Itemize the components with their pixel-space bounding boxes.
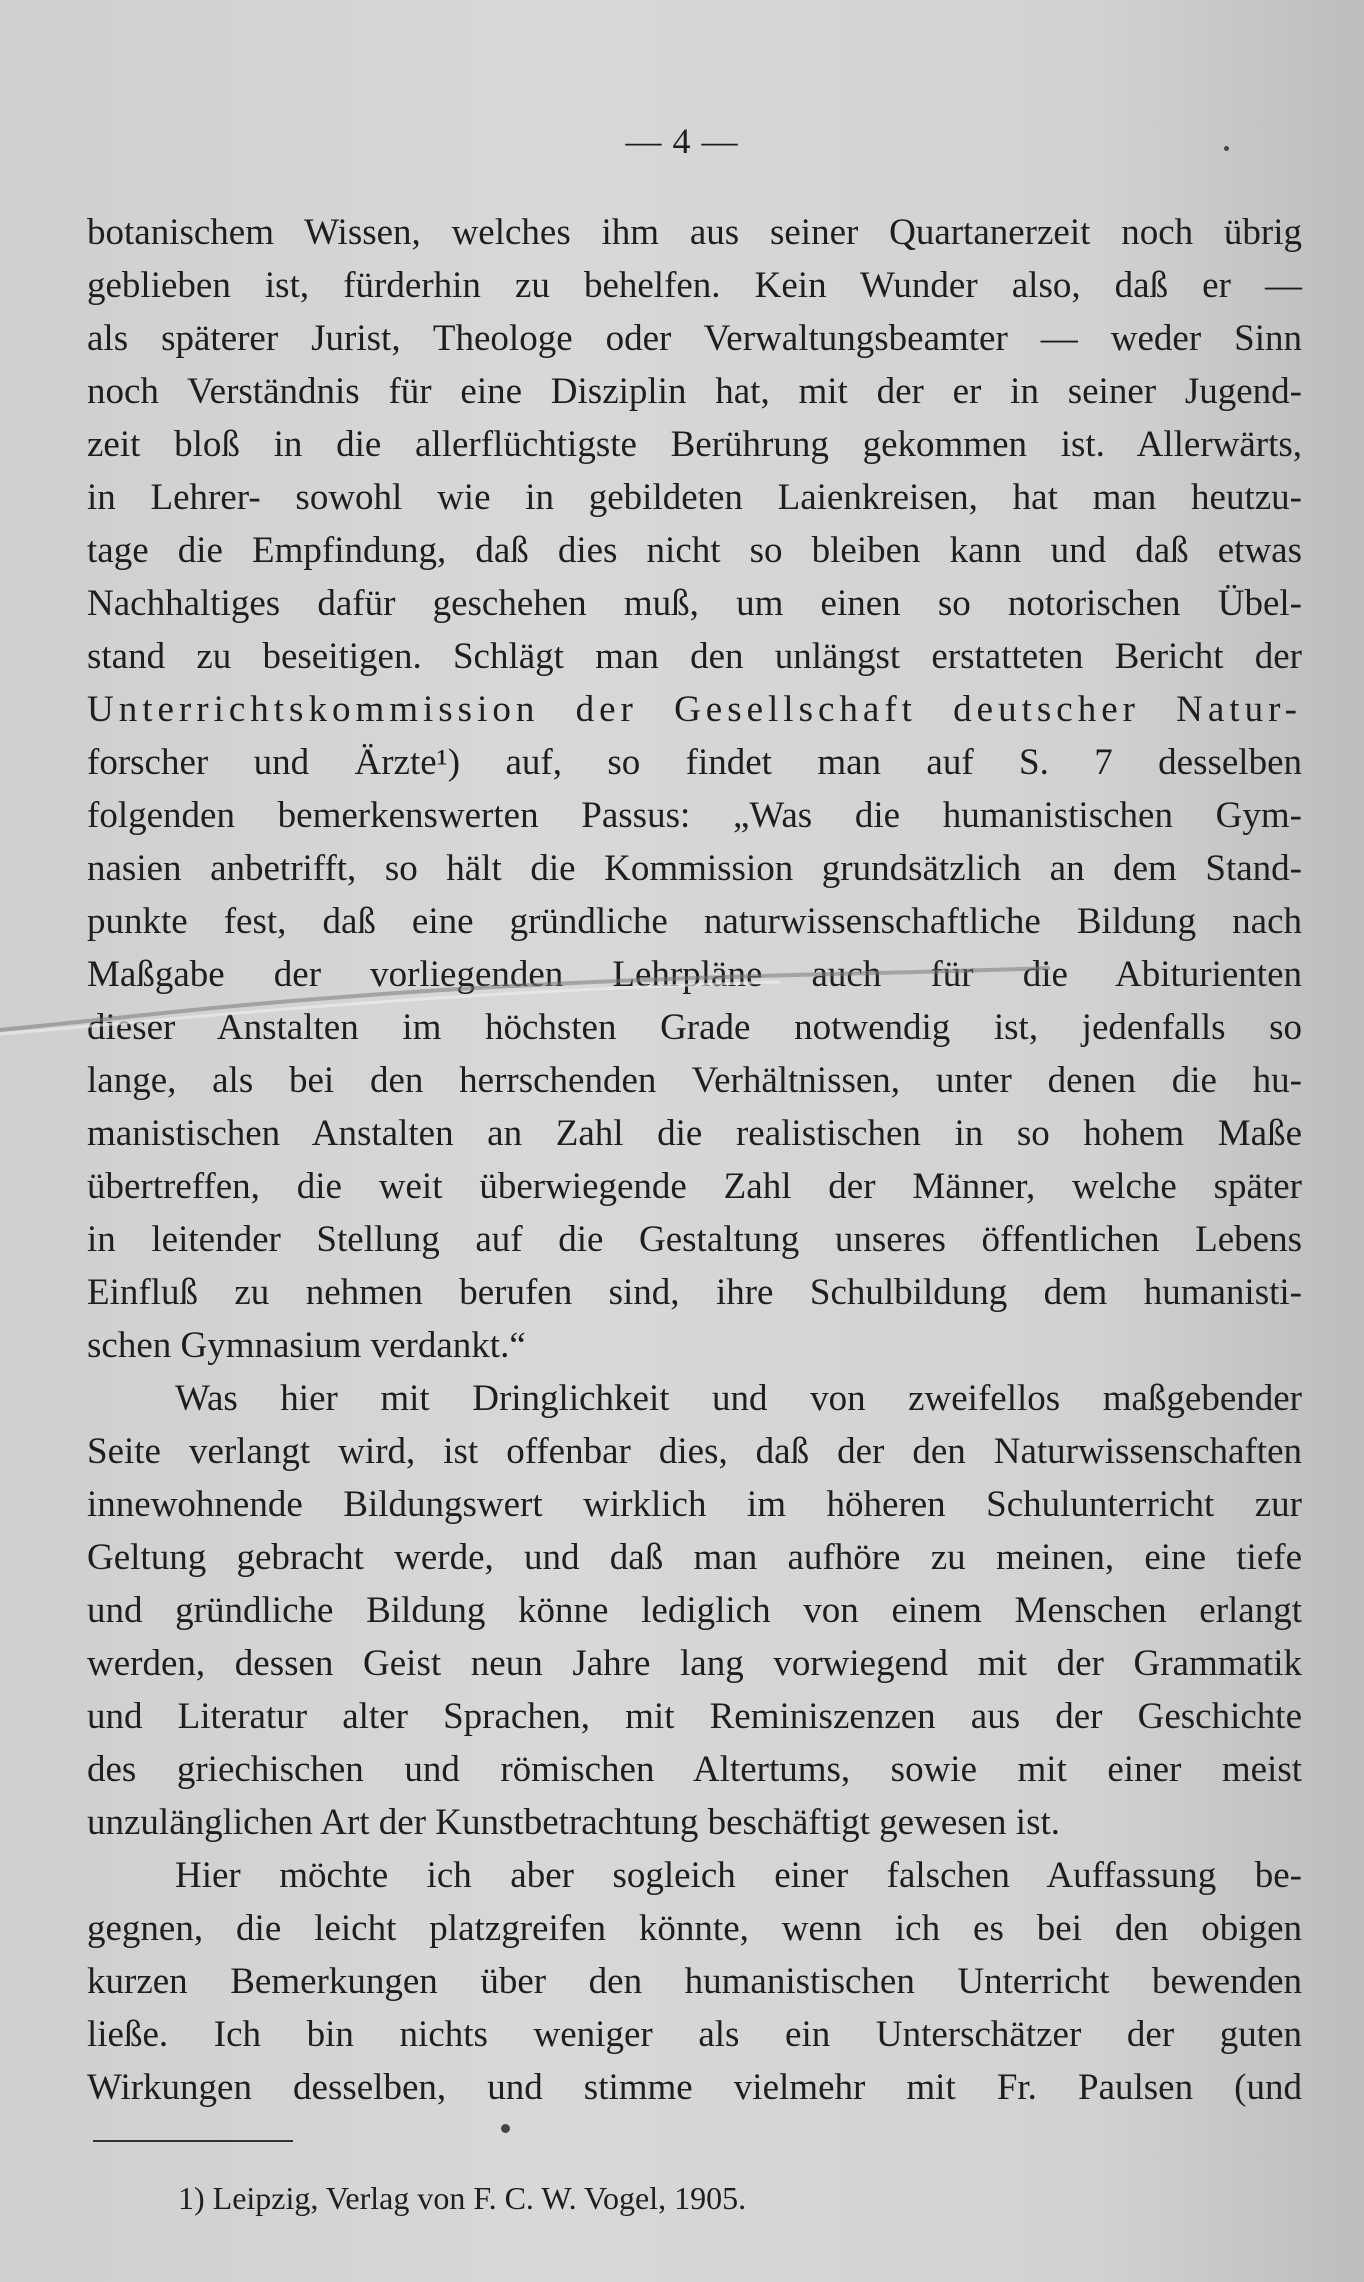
text-line: Seite verlangt wird, ist offenbar dies, daß der den Naturwissenschaften xyxy=(87,1431,1302,1472)
text-line: noch Verständnis für eine Disziplin hat, mit der er in seiner Jugend- xyxy=(87,371,1302,412)
text-line: Wirkungen desselben, und stimme vielmehr mit Fr. Paulsen (und xyxy=(87,2067,1302,2108)
footnote: 1) Leipzig, Verlag von F. C. W. Vogel, 1905. xyxy=(178,2180,747,2216)
text-line: Was hier mit Dringlichkeit und von zweifellos maßgebender xyxy=(175,1378,1302,1419)
text-line: ließe. Ich bin nichts weniger als ein Unterschätzer der guten xyxy=(87,2014,1302,2055)
text-line: und gründliche Bildung könne lediglich von einem Menschen erlangt xyxy=(87,1590,1302,1631)
text-line: schen Gymnasium verdankt.“ xyxy=(87,1325,526,1366)
paragraph xyxy=(87,1849,1302,2114)
speck xyxy=(501,2124,510,2133)
text-line: punkte fest, daß eine gründliche naturwissenschaftliche Bildung nach xyxy=(87,901,1302,942)
speck xyxy=(1224,146,1229,151)
body-text xyxy=(87,206,1302,2114)
text-line: lange, als bei den herrschenden Verhältnissen, unter denen die hu- xyxy=(87,1060,1302,1101)
text-line: zeit bloß in die allerflüchtigste Berührung gekommen ist. Allerwärts, xyxy=(87,424,1302,465)
text-line: als späterer Jurist, Theologe oder Verwaltungsbeamter — weder Sinn xyxy=(87,318,1302,359)
text-line: folgenden bemerkenswerten Passus: „Was die humanistischen Gym- xyxy=(87,795,1302,836)
text-line: forscher und Ärzte¹) auf, so findet man auf S. 7 desselben xyxy=(87,742,1302,783)
text-line: Maßgabe der vorliegenden Lehrpläne auch für die Abiturienten xyxy=(87,954,1302,995)
text-line: Geltung gebracht werde, und daß man aufhöre zu meinen, eine tiefe xyxy=(87,1537,1302,1578)
text-line: dieser Anstalten im höchsten Grade notwendig ist, jedenfalls so xyxy=(87,1007,1302,1048)
text-line: unzulänglichen Art der Kunstbetrachtung beschäftigt gewesen ist. xyxy=(87,1802,1061,1843)
text-line: nasien anbetrifft, so hält die Kommission grundsätzlich an dem Stand- xyxy=(87,848,1302,889)
text-line: gegnen, die leicht platzgreifen könnte, wenn ich es bei den obigen xyxy=(87,1908,1302,1949)
text-line: und Literatur alter Sprachen, mit Reminiszenzen aus der Geschichte xyxy=(87,1696,1302,1737)
footnote-rule xyxy=(93,2140,293,2142)
text-line: kurzen Bemerkungen über den humanistischen Unterricht bewenden xyxy=(87,1961,1302,2002)
text-line: in Lehrer- sowohl wie in gebildeten Laienkreisen, hat man heutzu- xyxy=(87,477,1302,518)
text-line: Hier möchte ich aber sogleich einer falschen Auffassung be- xyxy=(175,1855,1302,1896)
text-line: in leitender Stellung auf die Gestaltung unseres öffentlichen Lebens xyxy=(87,1219,1302,1260)
text-line: des griechischen und römischen Altertums, sowie mit einer meist xyxy=(87,1749,1302,1790)
text-line: Einfluß zu nehmen berufen sind, ihre Schulbildung dem humanisti- xyxy=(87,1272,1302,1313)
paragraph xyxy=(87,1372,1302,1849)
text-line: übertreffen, die weit überwiegende Zahl der Männer, welche später xyxy=(87,1166,1302,1207)
paragraph xyxy=(87,206,1302,1372)
text-line: geblieben ist, fürderhin zu behelfen. Kein Wunder also, daß er — xyxy=(87,265,1302,306)
text-line: innewohnende Bildungswert wirklich im höheren Schulunterricht zur xyxy=(87,1484,1302,1525)
text-line: Nachhaltiges dafür geschehen muß, um einen so notorischen Übel- xyxy=(87,583,1302,624)
text-line: botanischem Wissen, welches ihm aus seiner Quartanerzeit noch übrig xyxy=(87,212,1302,253)
text-line: werden, dessen Geist neun Jahre lang vorwiegend mit der Grammatik xyxy=(87,1643,1302,1684)
text-line: manistischen Anstalten an Zahl die realistischen in so hohem Maße xyxy=(87,1113,1302,1154)
text-line: Unterrichtskommission der Gesellschaft deutscher Natur- xyxy=(87,689,1302,730)
page-number: — 4 — xyxy=(625,121,739,161)
text-line: tage die Empfindung, daß dies nicht so bleiben kann und daß etwas xyxy=(87,530,1302,571)
text-line: stand zu beseitigen. Schlägt man den unlängst erstatteten Bericht der xyxy=(87,636,1302,677)
